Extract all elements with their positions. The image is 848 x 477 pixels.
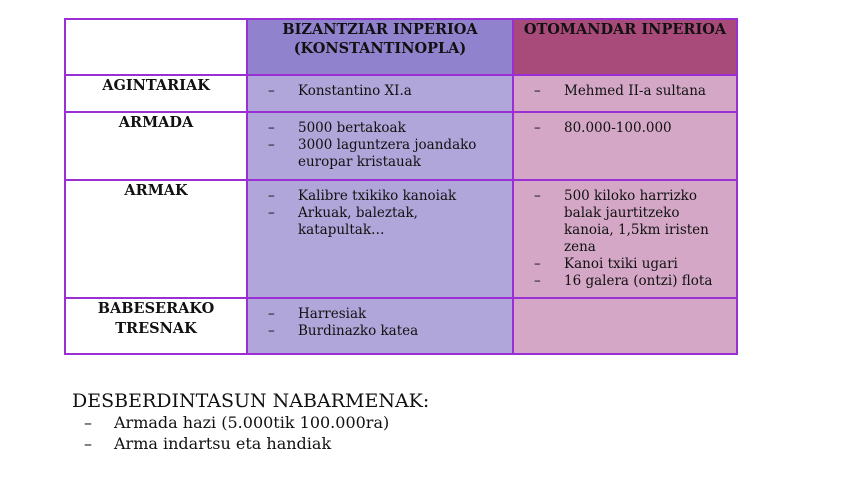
list-item: – Armada hazi (5.000tik 100.000ra) <box>72 412 429 433</box>
list-item: – 16 galera (ontzi) flota <box>514 273 730 290</box>
row-label-babeserako-tresnak: BABESERAKO TRESNAK <box>65 298 247 354</box>
table-row <box>65 75 737 112</box>
list-item: – Arma indartsu eta handiak <box>72 433 429 454</box>
list <box>248 181 512 239</box>
byzantine-cell <box>247 75 513 112</box>
row-label-armada: ARMADA <box>65 112 247 180</box>
byzantine-cell <box>247 112 513 180</box>
list <box>248 113 512 171</box>
ottoman-cell <box>513 112 737 180</box>
list <box>514 76 736 100</box>
list-item: – Burdinazko katea <box>248 323 506 340</box>
header-byzantine: BIZANTZIAR INPERIOA (KONSTANTINOPLA) <box>247 19 513 75</box>
list <box>248 299 512 340</box>
list-item: – 80.000-100.000 <box>514 120 730 137</box>
list-item: – Arkuak, baleztak, katapultak… <box>248 205 506 239</box>
header-empty-cell <box>65 19 247 75</box>
list <box>248 76 512 100</box>
row-label-armak: ARMAK <box>65 180 247 298</box>
table-row <box>65 298 737 354</box>
byzantine-cell <box>247 298 513 354</box>
ottoman-cell-empty <box>513 298 737 354</box>
ottoman-cell <box>513 180 737 298</box>
list <box>514 181 736 290</box>
header-ottoman: OTOMANDAR INPERIOA <box>513 19 737 75</box>
differences-title: DESBERDINTASUN NABARMENAK: <box>72 390 430 412</box>
differences-section <box>72 390 429 454</box>
table-row <box>65 112 737 180</box>
comparison-table <box>64 18 738 355</box>
table-header-row <box>65 19 737 75</box>
list-item: – Konstantino XI.a <box>248 83 506 100</box>
list-item: – Harresiak <box>248 306 506 323</box>
row-label-agintariak: AGINTARIAK <box>65 75 247 112</box>
list-item: – 500 kiloko harrizko balak jaurtitzeko kanoia, 1,5km iristen zena <box>514 188 730 256</box>
list-item: – 5000 bertakoak <box>248 120 506 137</box>
list-item: – Mehmed II-a sultana <box>514 83 730 100</box>
list <box>514 113 736 137</box>
list-item: – 3000 laguntzera joandako europar kristauak <box>248 137 506 171</box>
byzantine-cell <box>247 180 513 298</box>
list-item: – Kalibre txikiko kanoiak <box>248 188 506 205</box>
table-row <box>65 180 737 298</box>
ottoman-cell <box>513 75 737 112</box>
differences-list <box>72 412 429 454</box>
list-item: – Kanoi txiki ugari <box>514 256 730 273</box>
